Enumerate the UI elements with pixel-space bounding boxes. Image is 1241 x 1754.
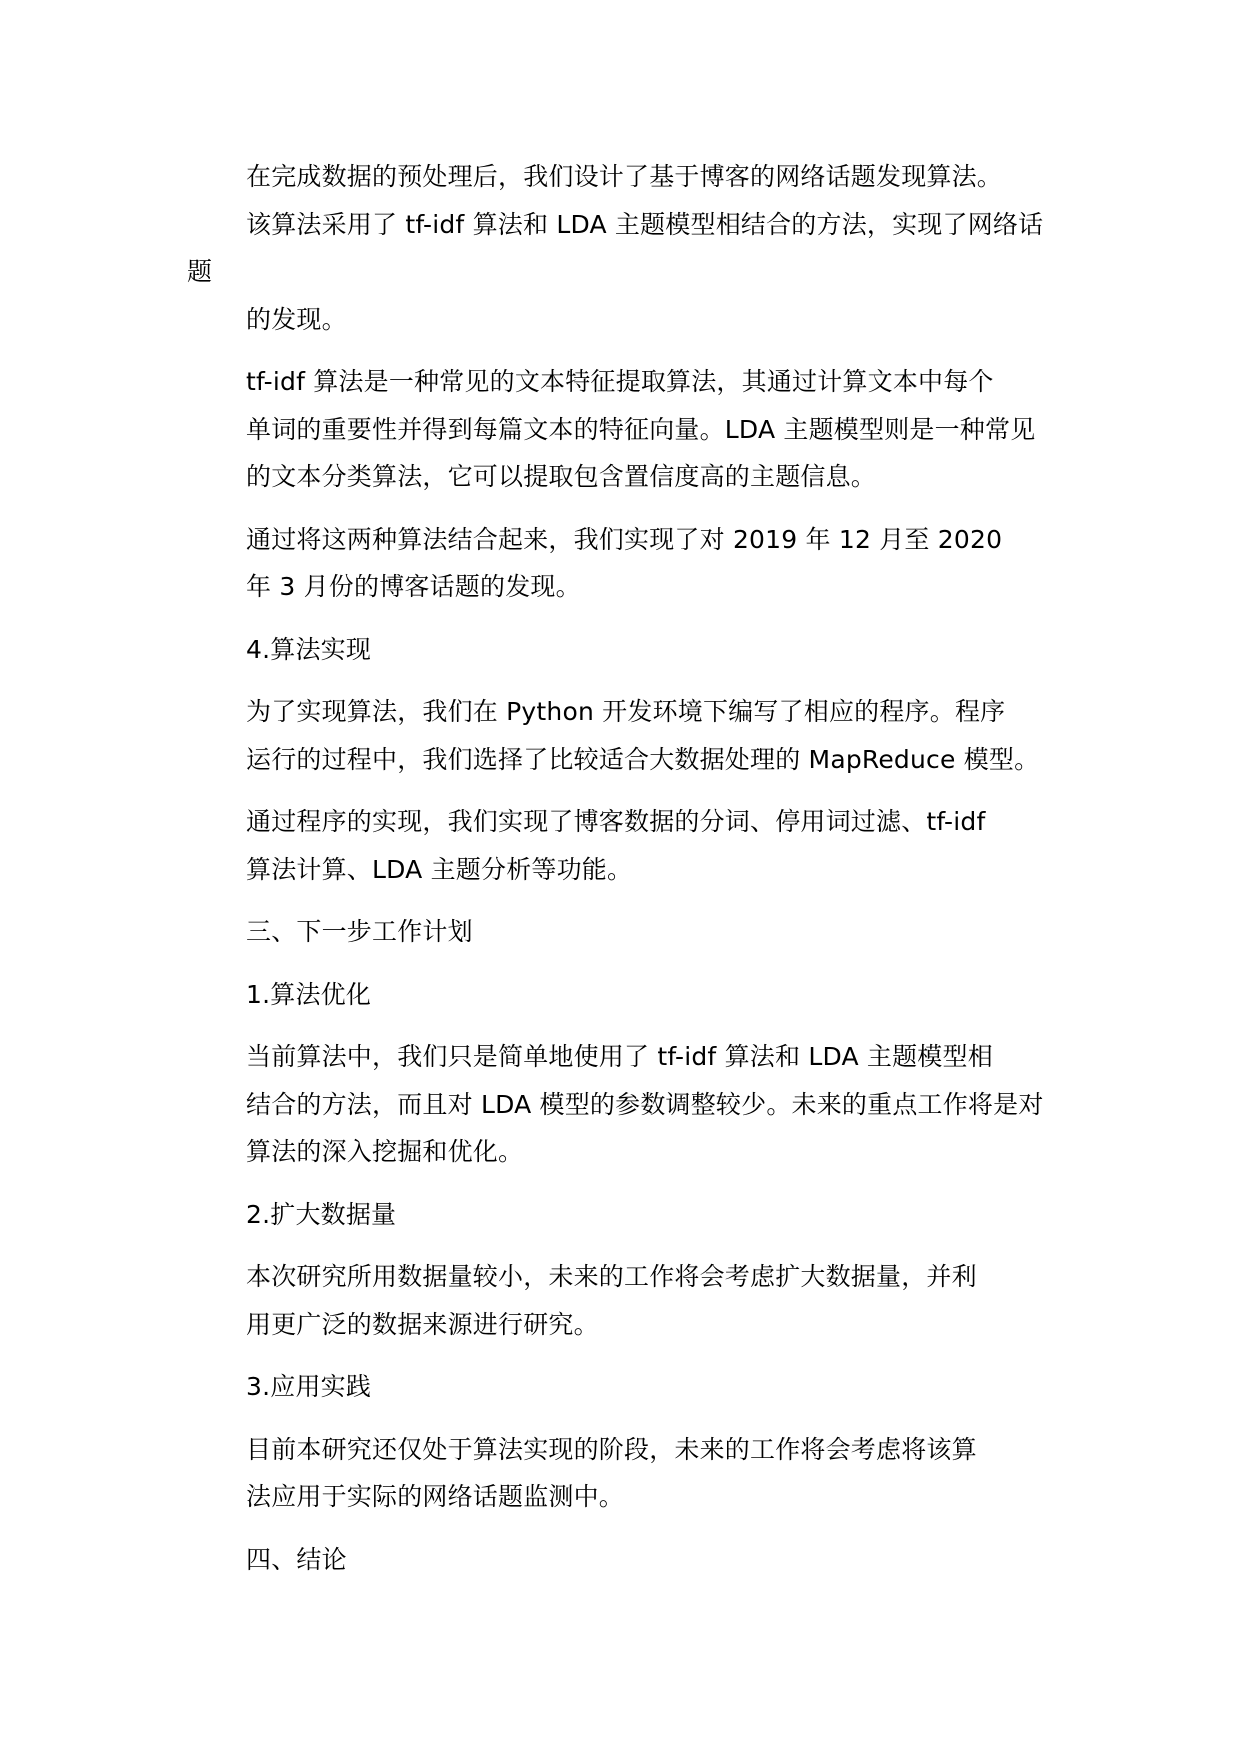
text-line: 通过将这两种算法结合起来，我们实现了对 2019 年 12 月至 2020 [246, 524, 1003, 554]
text-line: 结合的方法，而且对 LDA 模型的参数调整较少。未来的重点工作将是对 [246, 1089, 1044, 1119]
text-line: 通过程序的实现，我们实现了博客数据的分词、停用词过滤、tf-idf [246, 807, 986, 836]
section-heading [187, 971, 1067, 1019]
text-line: 法应用于实际的网络话题监测中。 [246, 1482, 625, 1511]
body-paragraph [187, 516, 1067, 611]
text-line: 单词的重要性并得到每篇文本的特征向量。LDA 主题模型则是一种常见 [246, 414, 1036, 444]
text-line: 当前算法中，我们只是简单地使用了 tf-idf 算法和 LDA 主题模型相 [246, 1042, 993, 1071]
text-line: tf-idf 算法是一种常见的文本特征提取算法，其通过计算文本中每个 [246, 367, 994, 396]
section-heading [187, 1536, 1067, 1584]
body-paragraph [187, 798, 1067, 893]
text-line: 为了实现算法，我们在 Python 开发环境下编写了相应的程序。程序 [246, 697, 1006, 726]
text-line: 2.扩大数据量 [246, 1199, 397, 1229]
text-line: 1.算法优化 [246, 979, 372, 1009]
text-line: 在完成数据的预处理后，我们设计了基于博客的网络话题发现算法。 [246, 162, 1003, 191]
document-body [187, 153, 1067, 1598]
text-line: 年 3 月份的博客话题的发现。 [246, 572, 581, 601]
text-line: 目前本研究还仅处于算法实现的阶段，未来的工作将会考虑将该算 [246, 1434, 977, 1464]
body-paragraph [187, 153, 1067, 343]
text-line: 用更广泛的数据来源进行研究。 [246, 1309, 599, 1339]
text-line: 本次研究所用数据量较小，未来的工作将会考虑扩大数据量，并利 [246, 1262, 977, 1291]
body-paragraph [187, 358, 1067, 501]
text-line: 该算法采用了 tf-idf 算法和 LDA 主题模型相结合的方法，实现了网络话题 [187, 209, 1044, 286]
text-line: 3.应用实践 [246, 1372, 372, 1401]
section-heading [187, 1191, 1067, 1239]
text-line: 算法计算、LDA 主题分析等功能。 [246, 854, 633, 884]
text-line: 运行的过程中，我们选择了比较适合大数据处理的 MapReduce 模型。 [246, 744, 1040, 774]
text-line: 三、下一步工作计划 [246, 917, 473, 946]
section-heading [187, 626, 1067, 674]
body-paragraph [187, 1253, 1067, 1348]
body-paragraph [187, 1033, 1067, 1176]
section-heading [187, 1363, 1067, 1411]
text-line: 4.算法实现 [246, 634, 372, 664]
text-line: 的文本分类算法，它可以提取包含置信度高的主题信息。 [246, 462, 877, 491]
text-line: 算法的深入挖掘和优化。 [246, 1137, 524, 1166]
text-line: 四、结论 [246, 1544, 347, 1574]
text-line: 的发现。 [246, 304, 347, 334]
body-paragraph [187, 1426, 1067, 1521]
section-heading [187, 908, 1067, 956]
body-paragraph [187, 688, 1067, 783]
